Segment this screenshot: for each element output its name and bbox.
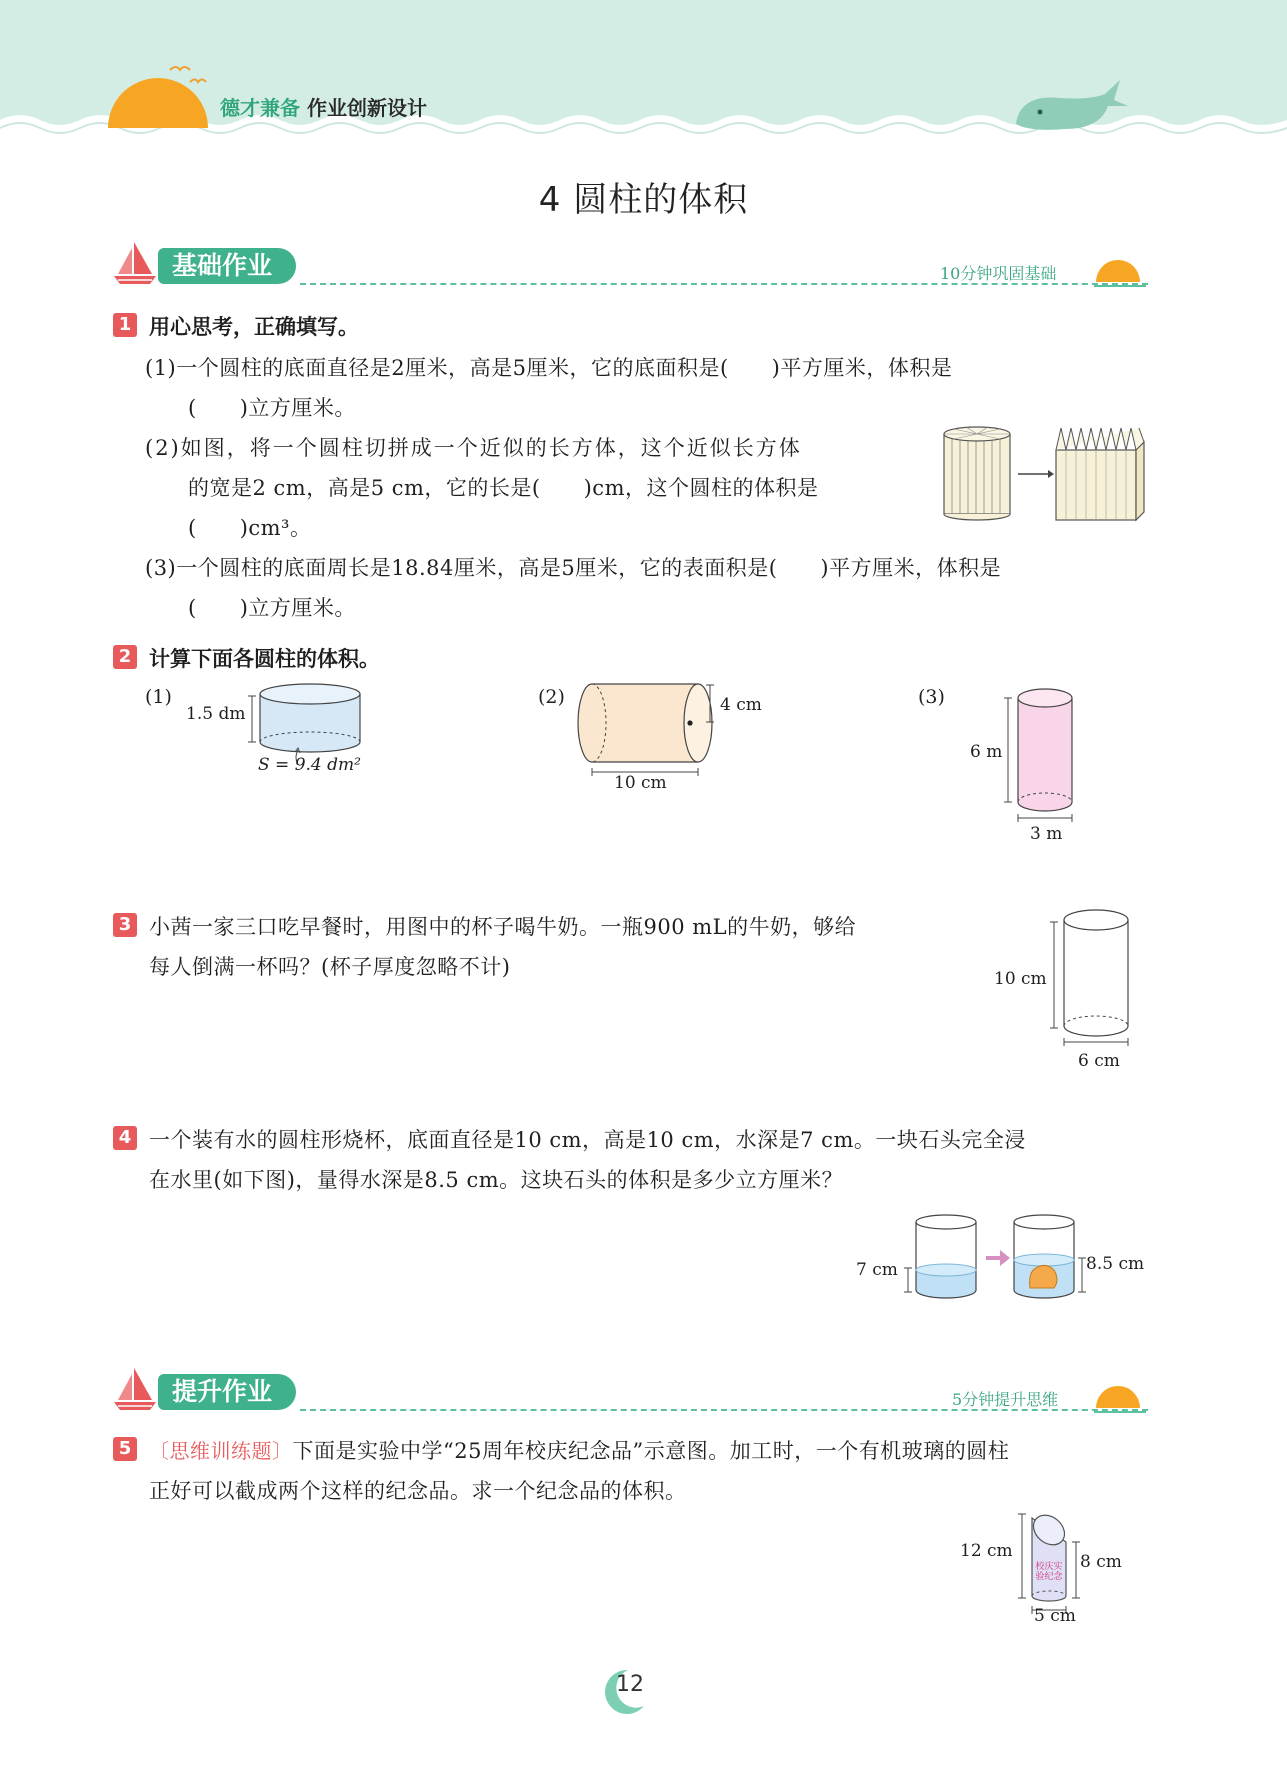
page-title: 4 圆柱的体积 — [538, 180, 749, 220]
question-2-heading: 计算下面各圆柱的体积。 — [149, 647, 380, 671]
q1-line: (3)一个圆柱的底面周长是18.84厘米，高是5厘米，它的表面积是( )平方厘米，体积是 — [145, 556, 1002, 580]
q2-fig1-area-label: S = 9.4 dm² — [258, 755, 361, 775]
q4-beakers-figure — [900, 1212, 1085, 1302]
question-number-4: 4 — [113, 1126, 137, 1150]
q1-line: 的宽是2 cm，高是5 cm，它的长是( )cm，这个圆柱的体积是 — [188, 476, 819, 500]
sailboat-icon — [112, 1366, 158, 1412]
q4-line: 在水里(如下图)，量得水深是8.5 cm。这块石头的体积是多少立方厘米？ — [149, 1168, 844, 1192]
section-note-advanced: 5分钟提升思维 — [952, 1390, 1059, 1409]
q3-line: 小茜一家三口吃早餐时，用图中的杯子喝牛奶。一瓶900 mL的牛奶，够给 — [149, 915, 857, 939]
q1-line: ( )立方厘米。 — [188, 396, 356, 420]
q1-line: ( )cm³。 — [188, 516, 312, 540]
sun-icon — [100, 60, 210, 130]
question-number-1: 1 — [113, 313, 137, 337]
q4-line: 一个装有水的圆柱形烧杯，底面直径是10 cm，高是10 cm，水深是7 cm。一块石头完全浸 — [149, 1128, 1026, 1152]
sailboat-icon — [112, 240, 158, 286]
question-number-5: 5 — [113, 1437, 137, 1461]
question-1-heading: 用心思考，正确填写。 — [149, 315, 359, 339]
section-label-advanced: 提升作业 — [158, 1374, 296, 1410]
sliced-cylinder — [944, 427, 1010, 520]
q3-line: 每人倒满一杯吗？(杯子厚度忽略不计) — [149, 955, 511, 979]
question-number-3: 3 — [113, 913, 137, 937]
whale-icon — [1010, 74, 1130, 134]
small-sun-icon — [1092, 1378, 1148, 1414]
q2-fig1-height-label: 1.5 dm — [186, 704, 246, 724]
q2-fig2-index: (2) — [538, 686, 565, 708]
q3-cup-cylinder — [1044, 906, 1134, 1056]
brand-part2: 作业创新设计 — [306, 96, 427, 120]
q2-fig3-index: (3) — [918, 686, 945, 708]
q2-fig1-index: (1) — [145, 686, 172, 708]
beaker-before — [904, 1215, 976, 1298]
question-number-2: 2 — [113, 645, 137, 669]
q4-depth-after-label: 8.5 cm — [1086, 1254, 1145, 1274]
section-note-basic: 10分钟巩固基础 — [940, 264, 1057, 283]
q5-line: 正好可以截成两个这样的纪念品。求一个纪念品的体积。 — [149, 1479, 687, 1503]
thinking-exercise-tag: 〔思维训练题〕 — [149, 1439, 293, 1463]
q5-line: 下面是实验中学“25周年校庆纪念品”示意图。加工时，一个有机玻璃的圆柱 — [292, 1439, 1010, 1463]
brand-label — [220, 92, 427, 121]
q2-fig3-diameter-label: 3 m — [1030, 824, 1063, 844]
q5-first-line — [149, 1435, 1009, 1465]
page-number: 12 — [616, 1672, 644, 1697]
q5-short-label: 8 cm — [1080, 1552, 1122, 1572]
q1-line: ( )立方厘米。 — [188, 596, 356, 620]
brand-part1: 德才兼备 — [220, 96, 300, 120]
souvenir-stamp-text: 校庆实验纪念 — [1035, 1562, 1063, 1582]
q2-fig3-height-label: 6 m — [970, 742, 1003, 762]
approx-cuboid — [1056, 428, 1144, 520]
q1-line: (2)如图，将一个圆柱切拼成一个近似的长方体，这个近似长方体 — [145, 436, 802, 460]
q5-diameter-label: 5 cm — [1034, 1606, 1076, 1626]
q3-height-label: 10 cm — [994, 969, 1047, 989]
q2-fig2-length-label: 10 cm — [614, 773, 667, 793]
q2-fig2-radius-label: 4 cm — [720, 695, 762, 715]
small-sun-icon — [1092, 252, 1148, 288]
q4-depth-before-label: 7 cm — [856, 1260, 898, 1280]
beaker-after — [1014, 1215, 1086, 1298]
cylinder-to-cuboid-figure — [940, 424, 1145, 524]
q5-tall-label: 12 cm — [960, 1541, 1013, 1561]
q3-diameter-label: 6 cm — [1078, 1051, 1120, 1071]
q2-cylinder-1 — [250, 682, 370, 762]
section-label-basic: 基础作业 — [158, 248, 296, 284]
q1-line: (1)一个圆柱的底面直径是2厘米，高是5厘米，它的底面积是( )平方厘米，体积是 — [145, 356, 953, 380]
q2-cylinder-3 — [1000, 684, 1080, 824]
